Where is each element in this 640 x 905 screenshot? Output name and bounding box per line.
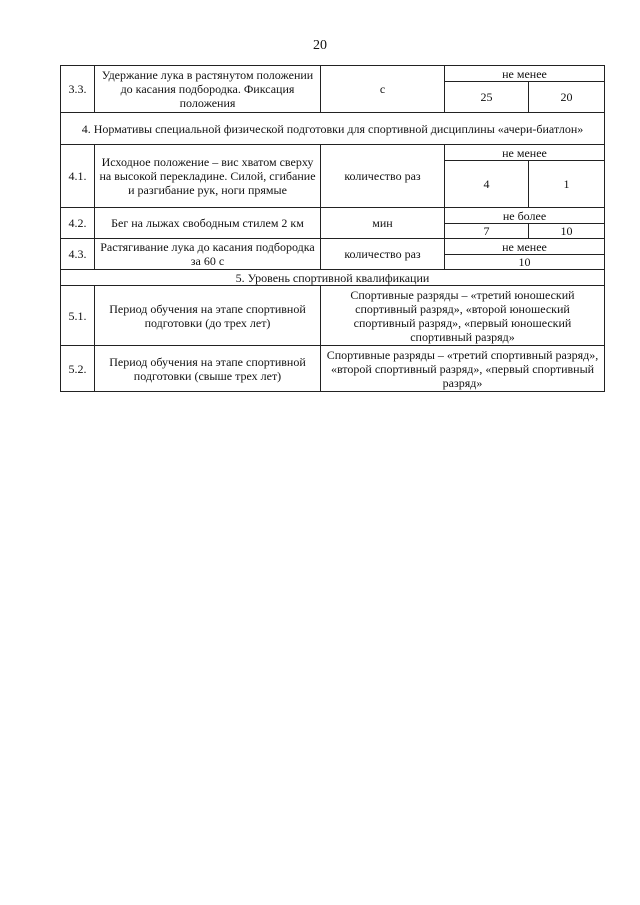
unit-text: мин <box>321 208 445 239</box>
table-row <box>61 346 605 392</box>
value-cell: 10 <box>529 224 605 239</box>
qualification-text: Спортивные разряды – «третий спортивный разряд», «второй спортивный разряд», «первый спортивный разряд» <box>321 346 605 392</box>
row-number: 4.1. <box>61 145 95 208</box>
unit-text: количество раз <box>321 145 445 208</box>
value-cell: 25 <box>445 82 529 113</box>
section-title: 4. Нормативы специальной физической подготовки для спортивной дисциплины «ачери-биатлон» <box>61 113 605 145</box>
table-row <box>61 208 605 224</box>
exercise-text: Исходное положение – вис хватом сверху на высокой перекладине. Силой, сгибание и разгибание рук, ноги прямые <box>95 145 321 208</box>
table-row <box>61 286 605 346</box>
unit-text: с <box>321 66 445 113</box>
qualification-text: Спортивные разряды – «третий юношеский спортивный разряд», «второй юношеский спортивный разряд», «первый юношеский спортивный разряд» <box>321 286 605 346</box>
value-cell: 4 <box>445 161 529 208</box>
row-number: 4.3. <box>61 239 95 270</box>
unit-text: количество раз <box>321 239 445 270</box>
exercise-text: Удержание лука в растянутом положении до касания подбородка. Фиксация положения <box>95 66 321 113</box>
period-text: Период обучения на этапе спортивной подготовки (свыше трех лет) <box>95 346 321 392</box>
table-row <box>61 66 605 82</box>
section-title: 5. Уровень спортивной квалификации <box>61 270 605 286</box>
row-number: 3.3. <box>61 66 95 113</box>
condition-text: не менее <box>445 145 605 161</box>
row-number: 4.2. <box>61 208 95 239</box>
row-number: 5.2. <box>61 346 95 392</box>
value-cell: 7 <box>445 224 529 239</box>
table-row <box>61 239 605 255</box>
page-number: 20 <box>313 38 327 53</box>
section-row <box>61 113 605 145</box>
condition-text: не менее <box>445 66 605 82</box>
condition-text: не более <box>445 208 605 224</box>
table-row <box>61 145 605 161</box>
exercise-text: Бег на лыжах свободным стилем 2 км <box>95 208 321 239</box>
section-row <box>61 270 605 286</box>
norms-table <box>60 65 605 392</box>
value-cell: 10 <box>445 255 605 270</box>
value-cell: 1 <box>529 161 605 208</box>
value-cell: 20 <box>529 82 605 113</box>
period-text: Период обучения на этапе спортивной подготовки (до трех лет) <box>95 286 321 346</box>
exercise-text: Растягивание лука до касания подбородка за 60 с <box>95 239 321 270</box>
row-number: 5.1. <box>61 286 95 346</box>
condition-text: не менее <box>445 239 605 255</box>
